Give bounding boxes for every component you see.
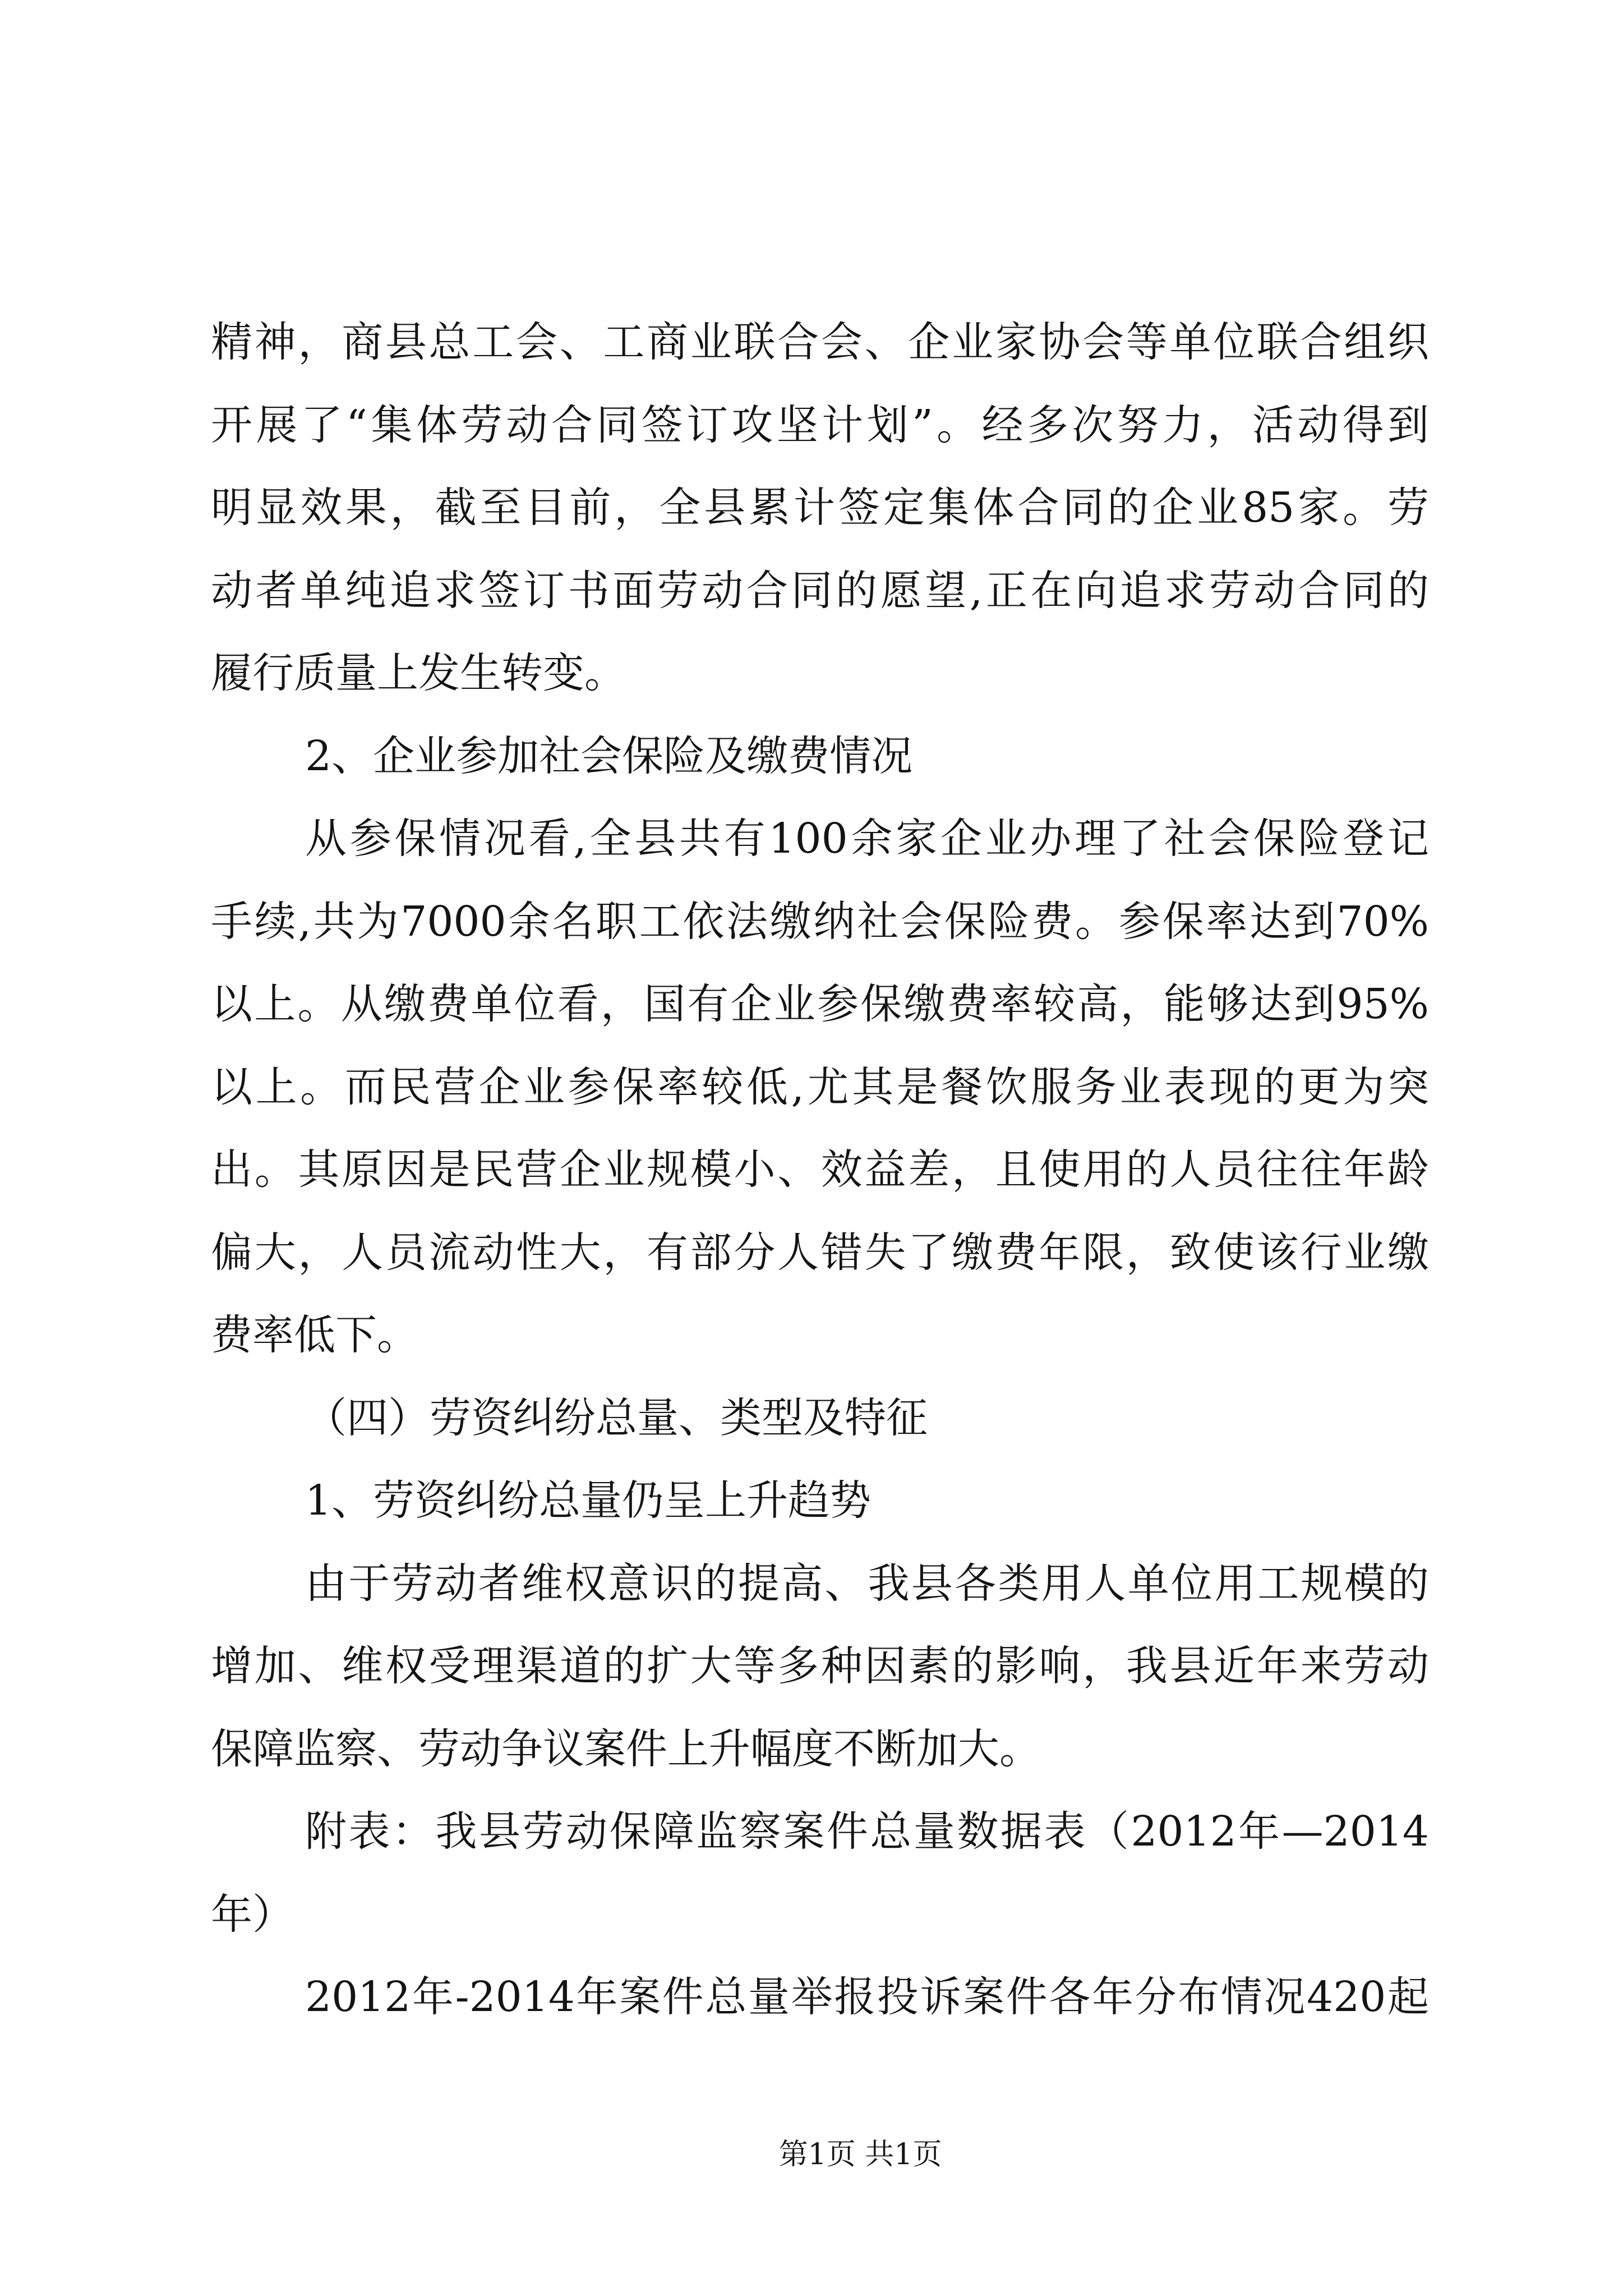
paragraph xyxy=(211,1543,1429,1791)
body-text-line: 附表：我县劳动保障监察案件总量数据表（2012年—2014 xyxy=(305,1807,1429,1856)
body-text-line: 以上。从缴费单位看，国有企业参保缴费率较高，能够达到95% xyxy=(211,980,1429,1028)
body-text-line: 明显效果，截至目前，全县累计签定集体合同的企业85家。劳 xyxy=(211,484,1429,532)
body-text-line: 出。其原因是民营企业规模小、效益差，且使用的人员往往年龄 xyxy=(211,1145,1429,1194)
body-text-line: 以上。而民营企业参保率较低,尤其是餐饮服务业表现的更为突 xyxy=(211,1062,1429,1111)
body-text-line: 手续,共为7000余名职工依法缴纳社会保险费。参保率达到70% xyxy=(211,897,1429,946)
body-text-line: 开展了“集体劳动合同签订攻坚计划”。经多次努力，活动得到 xyxy=(211,401,1429,449)
section-heading xyxy=(211,715,1429,798)
heading-line: （四）劳资纠纷总量、类型及特征 xyxy=(305,1393,928,1442)
paragraph xyxy=(211,1956,1429,2039)
heading-line: 2、企业参加社会保险及缴费情况 xyxy=(305,731,913,780)
body-text-line: 从参保情况看,全县共有100余家企业办理了社会保险登记 xyxy=(305,815,1429,863)
body-text-line: 偏大，人员流动性大，有部分人错失了缴费年限，致使该行业缴 xyxy=(211,1228,1429,1277)
body-text xyxy=(211,301,1429,2039)
body-text-line: 动者单纯追求签订书面劳动合同的愿望,正在向追求劳动合同的 xyxy=(211,566,1429,615)
paragraph xyxy=(211,798,1429,1377)
body-text-line: 履行质量上发生转变。 xyxy=(211,649,626,697)
table-caption xyxy=(211,1791,1429,1956)
heading-line: 1、劳资纠纷总量仍呈上升趋势 xyxy=(305,1476,872,1525)
subsection-heading xyxy=(211,1460,1429,1543)
paragraph xyxy=(211,301,1429,715)
page-footer: 第1页 共1页 xyxy=(778,2138,942,2171)
section-heading xyxy=(211,1377,1429,1460)
body-text-line: 增加、维权受理渠道的扩大等多种因素的影响，我县近年来劳动 xyxy=(211,1642,1429,1690)
body-text-line: 年） xyxy=(211,1890,294,1939)
body-text-line: 保障监察、劳动争议案件上升幅度不断加大。 xyxy=(211,1724,1041,1773)
body-text-line: 2012年-2014年案件总量举报投诉案件各年分布情况420起 xyxy=(305,1973,1429,2021)
body-text-line: 由于劳动者维权意识的提高、我县各类用人单位用工规模的 xyxy=(305,1559,1429,1608)
body-text-line: 精神，商县总工会、工商业联合会、企业家协会等单位联合组织 xyxy=(211,318,1429,366)
body-text-line: 费率低下。 xyxy=(211,1311,418,1359)
